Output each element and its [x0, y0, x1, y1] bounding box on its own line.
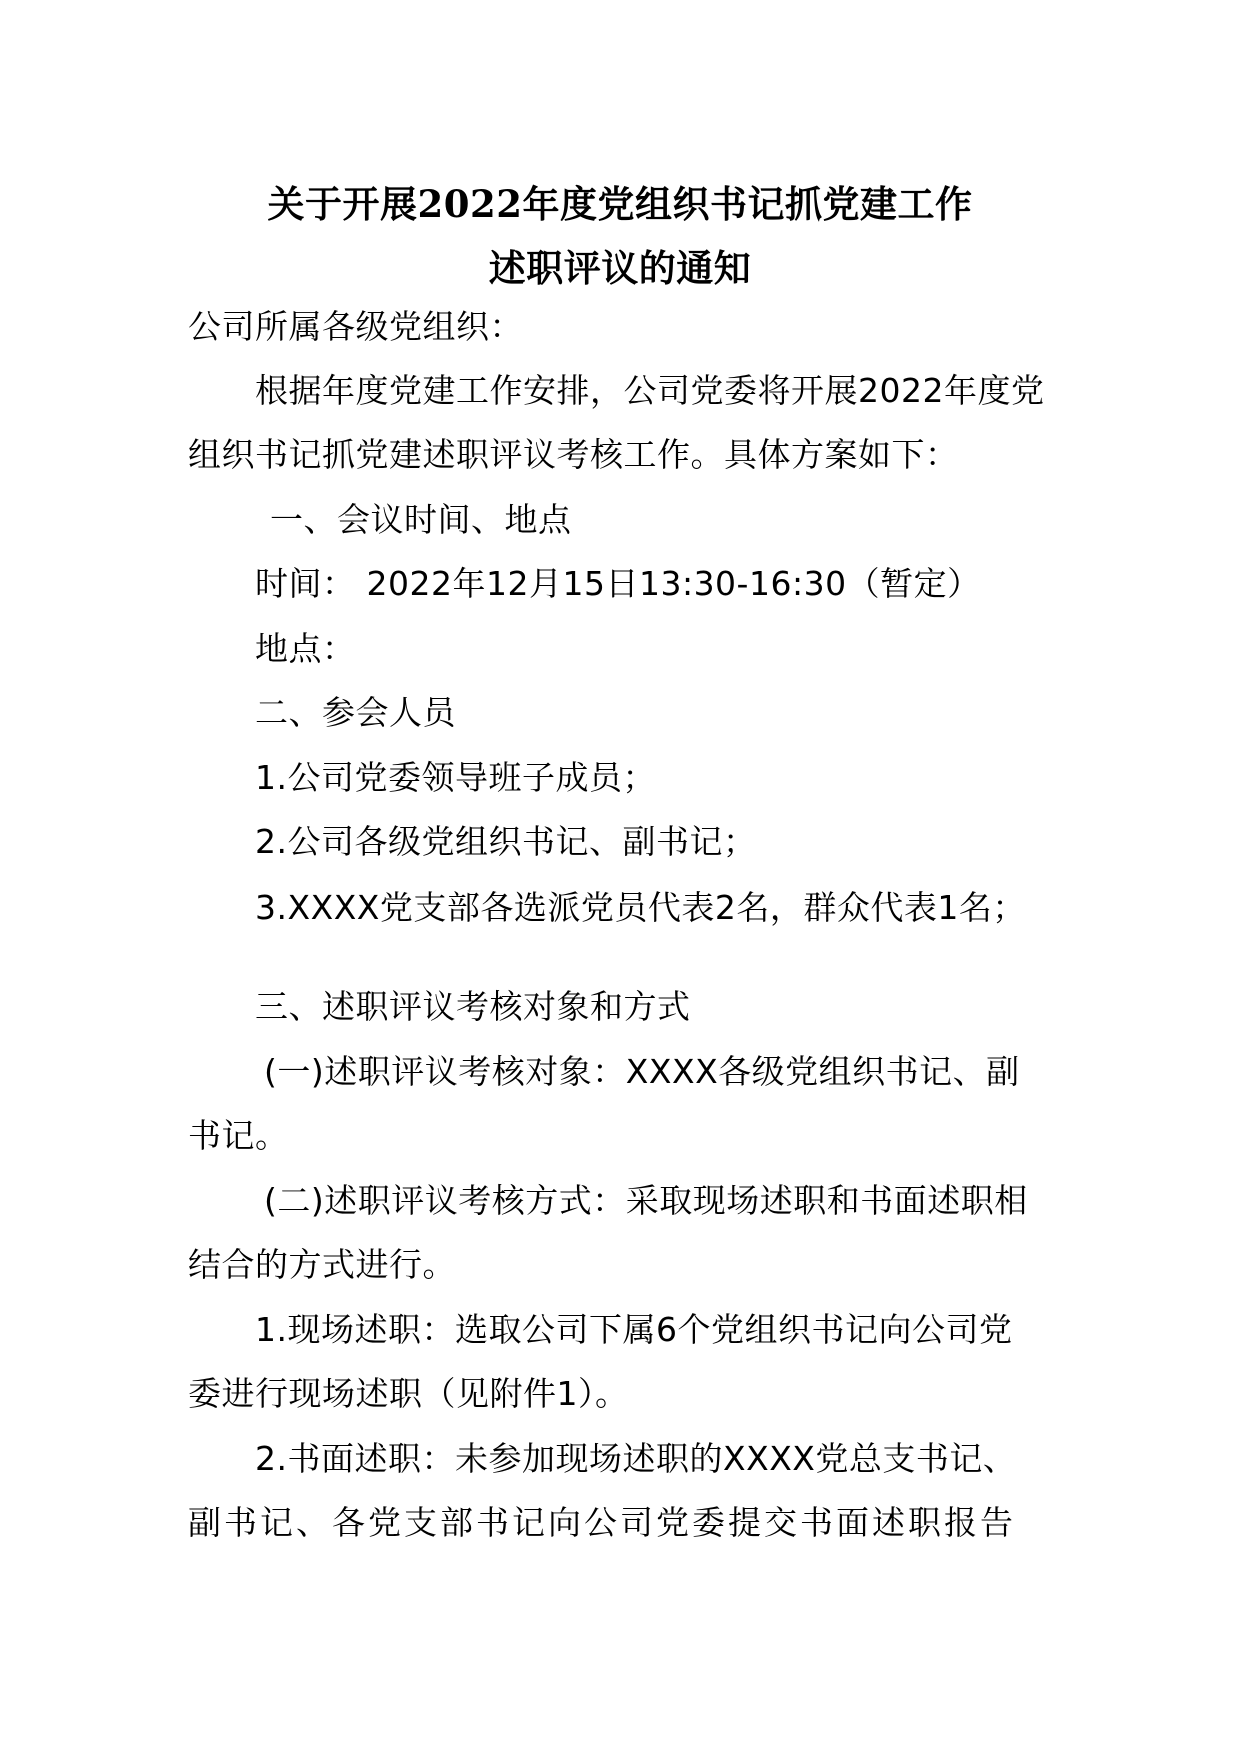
- attendee-item-3: 3.XXXX党支部各选派党员代表2名，群众代表1名；: [255, 888, 1026, 927]
- section-1-heading: 一、会议时间、地点: [270, 500, 572, 539]
- sub-section-2-line-2: 结合的方式进行。: [188, 1245, 456, 1284]
- intro-paragraph-line-2: 组织书记抓党建述职评议考核工作。具体方案如下：: [188, 435, 959, 474]
- method-1-line-1: 1.现场述职：选取公司下属6个党组织书记向公司党: [255, 1310, 1013, 1349]
- attendee-item-1: 1.公司党委领导班子成员；: [255, 758, 656, 797]
- sub-section-1-line-2: 书记。: [188, 1116, 289, 1155]
- method-1-line-2: 委进行现场述职（见附件1）。: [188, 1374, 629, 1413]
- meeting-place: 地点：: [255, 629, 356, 668]
- sub-section-1-line-1: (一)述职评议考核对象：XXXX各级党组织书记、副: [264, 1052, 1020, 1091]
- sub-section-2-line-1: (二)述职评议考核方式：采取现场述职和书面述职相: [264, 1181, 1028, 1220]
- intro-paragraph-line-1: 根据年度党建工作安排，公司党委将开展2022年度党: [255, 371, 1045, 410]
- document-title-line-2: 述职评议的通知: [488, 246, 752, 290]
- method-2-line-1: 2.书面述职：未参加现场述职的XXXX党总支书记、: [255, 1439, 1017, 1478]
- meeting-time: 时间： 2022年12月15日13:30-16:30（暂定）: [255, 564, 981, 603]
- method-2-line-2: 副书记、各党支部书记向公司党委提交书面述职报告: [188, 1503, 1016, 1542]
- salutation: 公司所属各级党组织：: [188, 307, 523, 346]
- section-3-heading: 三、述职评议考核对象和方式: [255, 987, 691, 1026]
- document-title-line-1: 关于开展2022年度党组织书记抓党建工作: [267, 182, 973, 226]
- section-2-heading: 二、参会人员: [255, 693, 456, 732]
- attendee-item-2: 2.公司各级党组织书记、副书记；: [255, 822, 757, 861]
